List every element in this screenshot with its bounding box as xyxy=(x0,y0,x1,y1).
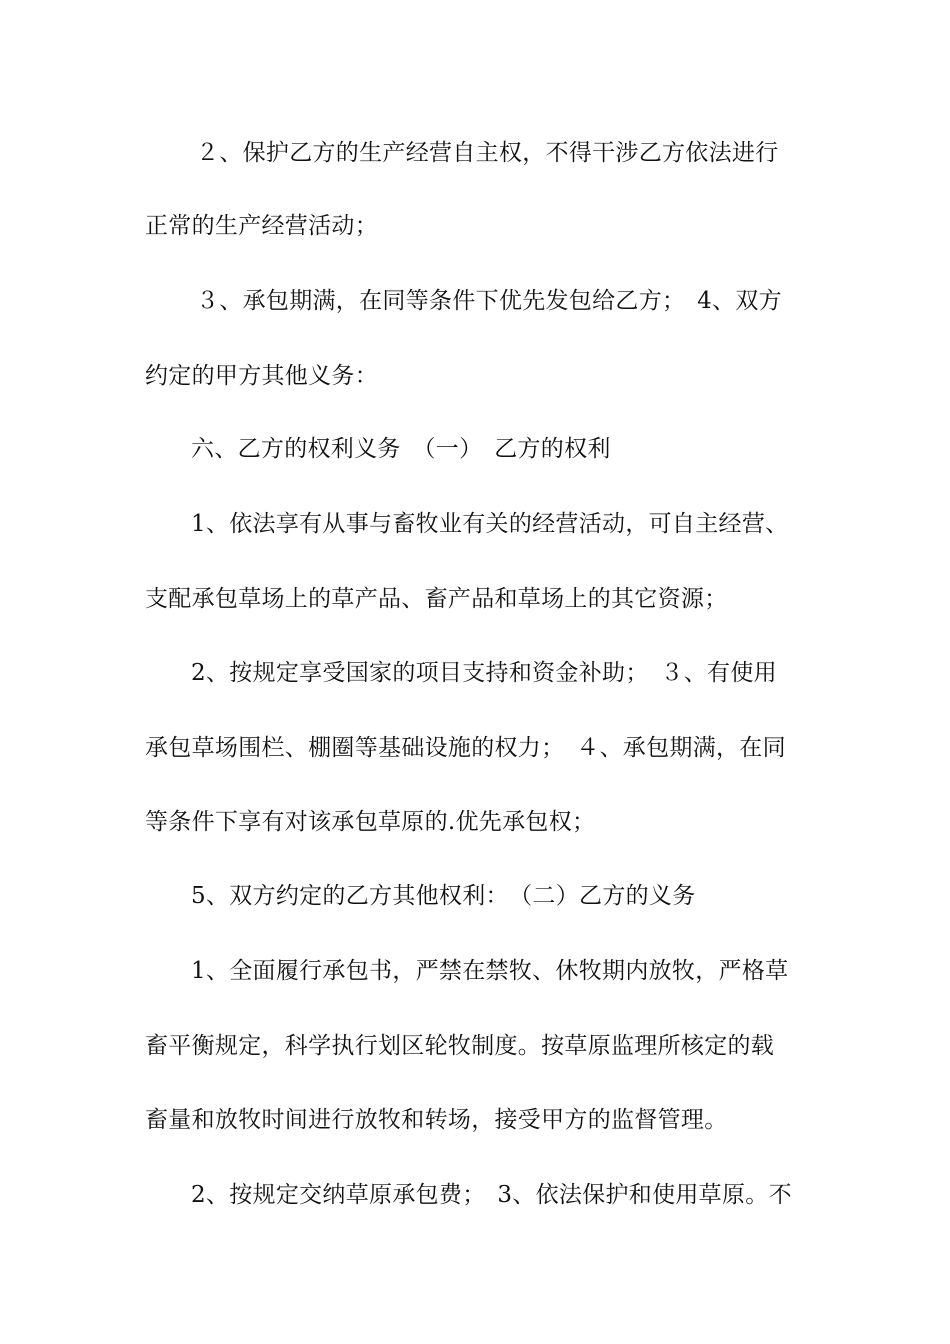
paragraph-line: 2、按规定享受国家的项目支持和资金补助； ３、有使用 xyxy=(191,660,777,686)
paragraph-line: 支配承包草场上的草产品、畜产品和草场上的其它资源； xyxy=(145,586,728,612)
paragraph-line: 畜平衡规定，科学执行划区轮牧制度。按草原监理所核定的载 xyxy=(145,1033,775,1059)
paragraph-line: 约定的甲方其他义务： xyxy=(145,363,378,389)
paragraph-line: 1、全面履行承包书，严禁在禁牧、休牧期内放牧，严格草 xyxy=(191,958,789,984)
paragraph-line: 2、按规定交纳草原承包费； 3、依法保护和使用草原。不 xyxy=(191,1182,792,1208)
paragraph-line: 1、依法享有从事与畜牧业有关的经营活动，可自主经营、 xyxy=(191,511,789,537)
paragraph-line: 畜量和放牧时间进行放牧和转场，接受甲方的监督管理。 xyxy=(145,1107,728,1133)
paragraph-line: ３、承包期满，在同等条件下优先发包给乙方； 4、双方 xyxy=(196,288,782,314)
section-heading: 六、乙方的权利义务 （一） 乙方的权利 xyxy=(191,436,611,462)
paragraph-line: 等条件下享有对该承包草原的.优先承包权； xyxy=(145,809,596,835)
paragraph-line: 正常的生产经营活动； xyxy=(145,213,378,239)
paragraph-line: 5、双方约定的乙方其他权利： （二）乙方的义务 xyxy=(191,883,696,909)
paragraph-line: 承包草场围栏、棚圈等基础设施的权力； ４、承包期满，在同 xyxy=(145,735,786,761)
paragraph-line: ２、保护乙方的生产经营自主权，不得干涉乙方依法进行 xyxy=(196,140,779,166)
